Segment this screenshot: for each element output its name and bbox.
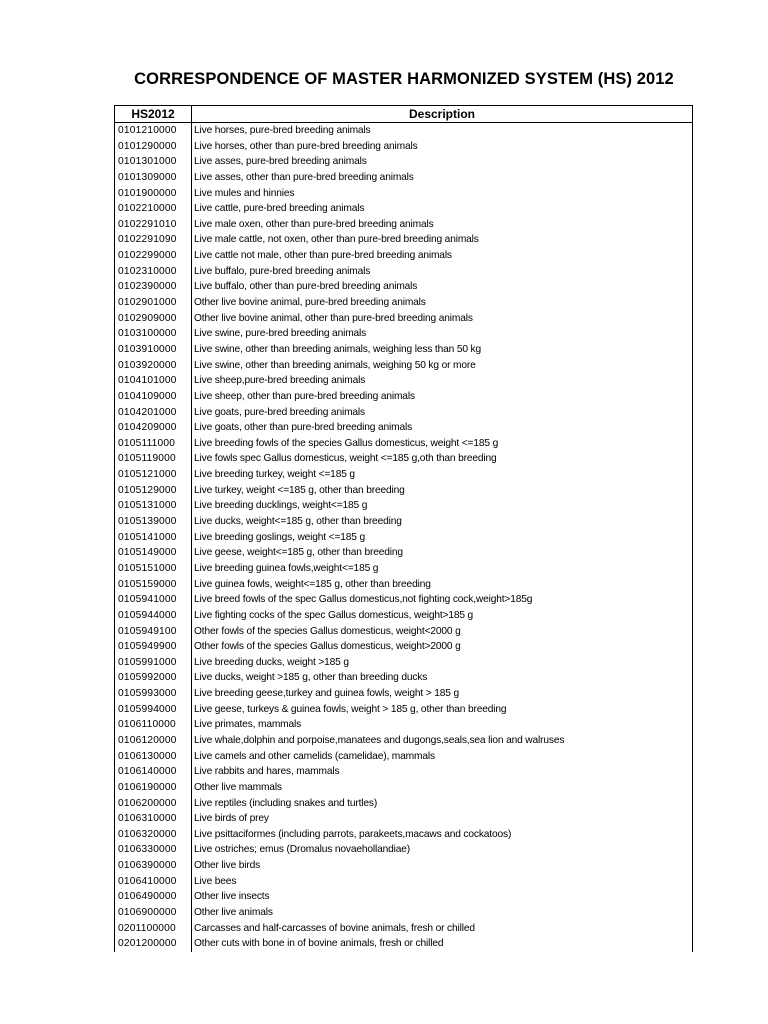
description-cell: Live buffalo, pure-bred breeding animals: [194, 265, 371, 277]
description-cell: Live bees: [194, 875, 237, 887]
hs-code-cell: 0106900000: [115, 905, 192, 921]
description-cell: Live ducks, weight<=185 g, other than breeding: [194, 516, 402, 528]
description-cell: Live whale,dolphin and porpoise,manatees and dugongs,seals,sea lion and walruses: [194, 734, 565, 746]
table-row: [115, 561, 692, 577]
table-row: [115, 702, 692, 718]
description-cell: Live asses, pure-bred breeding animals: [194, 156, 367, 168]
table-row: [115, 420, 692, 436]
table-row: [115, 342, 692, 358]
table-row: [115, 530, 692, 546]
document-title: CORRESPONDENCE OF MASTER HARMONIZED SYSTEM (HS) 2012: [134, 70, 674, 88]
description-cell: Live geese, weight<=185 g, other than breeding: [194, 547, 403, 559]
description-cell: Live geese, turkeys & guinea fowls, weight > 185 g, other than breeding: [194, 703, 507, 715]
description-cell: Live turkey, weight <=185 g, other than breeding: [194, 484, 405, 496]
description-cell: Live breeding turkey, weight <=185 g: [194, 469, 355, 481]
hs-code-cell: 0102390000: [115, 279, 192, 295]
description-cell: Live cattle, pure-bred breeding animals: [194, 203, 365, 215]
description-cell: Live breeding guinea fowls,weight<=185 g: [194, 562, 379, 574]
hs-code-cell: 0201200000: [115, 936, 192, 952]
description-cell: Live reptiles (including snakes and turtles): [194, 797, 378, 809]
description-cell: Live fowls spec Gallus domesticus, weight <=185 g,oth than breeding: [194, 453, 497, 465]
description-cell: Other live animals: [194, 907, 273, 919]
hs-code-cell: 0106130000: [115, 749, 192, 765]
table-row: [115, 498, 692, 514]
hs-code-cell: 0106330000: [115, 842, 192, 858]
table-row: [115, 889, 692, 905]
table-row: [115, 279, 692, 295]
table-row: [115, 139, 692, 155]
table-row: [115, 405, 692, 421]
hs-code-cell: 0105994000: [115, 702, 192, 718]
table-row: [115, 858, 692, 874]
description-cell: Live swine, pure-bred breeding animals: [194, 328, 367, 340]
table-row: [115, 655, 692, 671]
table-row: [115, 811, 692, 827]
table-row: [115, 483, 692, 499]
description-cell: Live asses, other than pure-bred breeding animals: [194, 171, 414, 183]
description-cell: Live breeding ducks, weight >185 g: [194, 656, 349, 668]
hs-code-cell: 0104109000: [115, 389, 192, 405]
table-row: [115, 545, 692, 561]
hs-code-cell: 0106320000: [115, 827, 192, 843]
description-cell: Live sheep,pure-bred breeding animals: [194, 375, 366, 387]
description-cell: Live camels and other camelids (camelidae), mammals: [194, 750, 435, 762]
description-cell: Live breeding geese,turkey and guinea fowls, weight > 185 g: [194, 688, 459, 700]
hs-code-cell: 0101290000: [115, 139, 192, 155]
table-row: [115, 733, 692, 749]
hs-code-cell: 0201100000: [115, 921, 192, 937]
hs-code-cell: 0101301000: [115, 154, 192, 170]
description-cell: Live primates, mammals: [194, 719, 302, 731]
table-row: [115, 827, 692, 843]
table-row: [115, 764, 692, 780]
hs-code-cell: 0105111000: [115, 436, 192, 452]
description-cell: Live cattle not male, other than pure-bred breeding animals: [194, 250, 452, 262]
hs-code-cell: 0102210000: [115, 201, 192, 217]
hs-code-cell: 0105121000: [115, 467, 192, 483]
table-row: [115, 608, 692, 624]
description-cell: Live psittaciformes (including parrots, parakeets,macaws and cockatoos): [194, 828, 512, 840]
table-row: [115, 451, 692, 467]
description-cell: Other cuts with bone in of bovine animals, fresh or chilled: [194, 938, 444, 950]
description-cell: Live sheep, other than pure-bred breeding animals: [194, 390, 415, 402]
description-cell: Live buffalo, other than pure-bred breeding animals: [194, 281, 418, 293]
hs-code-cell: 0106140000: [115, 764, 192, 780]
hs-code-cell: 0105151000: [115, 561, 192, 577]
hs-code-cell: 0105949900: [115, 639, 192, 655]
hs-code-cell: 0102291010: [115, 217, 192, 233]
description-cell: Other fowls of the species Gallus domesticus, weight<2000 g: [194, 625, 461, 637]
hs-code-cell: 0103910000: [115, 342, 192, 358]
table-row: [115, 686, 692, 702]
table-row: [115, 624, 692, 640]
table-row: [115, 201, 692, 217]
hs-code-cell: 0102291090: [115, 232, 192, 248]
description-cell: Live breed fowls of the spec Gallus domesticus,not fighting cock,weight>185g: [194, 594, 533, 606]
table-row: [115, 749, 692, 765]
hs-code-cell: 0105139000: [115, 514, 192, 530]
table-row: [115, 921, 692, 937]
hs-code-cell: 0102299000: [115, 248, 192, 264]
table-row: [115, 358, 692, 374]
hs-code-cell: 0101210000: [115, 123, 192, 139]
table-row: [115, 670, 692, 686]
hs-code-cell: 0105993000: [115, 686, 192, 702]
table-row: [115, 217, 692, 233]
hs-code-cell: 0105991000: [115, 655, 192, 671]
hs-code-cell: 0102310000: [115, 264, 192, 280]
hs-code-cell: 0105941000: [115, 592, 192, 608]
hs-code-cell: 0105141000: [115, 530, 192, 546]
description-cell: Other live bovine animal, pure-bred breeding animals: [194, 297, 426, 309]
table-row: [115, 154, 692, 170]
hs-code-cell: 0106190000: [115, 780, 192, 796]
description-cell: Live swine, other than breeding animals, weighing less than 50 kg: [194, 343, 482, 355]
hs-code-cell: 0104201000: [115, 405, 192, 421]
table-row: [115, 373, 692, 389]
description-cell: Live breeding fowls of the species Gallus domesticus, weight <=185 g: [194, 437, 499, 449]
hs-code-cell: 0106120000: [115, 733, 192, 749]
hs-code-cell: 0106410000: [115, 874, 192, 890]
description-cell: Live guinea fowls, weight<=185 g, other than breeding: [194, 578, 431, 590]
hs-code-cell: 0102901000: [115, 295, 192, 311]
header-hs2012: HS2012: [115, 106, 192, 122]
hs-code-cell: 0103100000: [115, 326, 192, 342]
description-cell: Other live insects: [194, 891, 270, 903]
description-cell: Carcasses and half-carcasses of bovine animals, fresh or chilled: [194, 922, 475, 934]
hs-code-cell: 0105159000: [115, 577, 192, 593]
hs-code-cell: 0105992000: [115, 670, 192, 686]
description-cell: Live breeding goslings, weight <=185 g: [194, 531, 366, 543]
description-cell: Live rabbits and hares, mammals: [194, 766, 340, 778]
table-header-row: [115, 106, 692, 123]
description-cell: Other live birds: [194, 860, 261, 872]
table-row: [115, 264, 692, 280]
table-row: [115, 326, 692, 342]
table-row: [115, 248, 692, 264]
description-cell: Live swine, other than breeding animals, weighing 50 kg or more: [194, 359, 476, 371]
hs-code-cell: 0106310000: [115, 811, 192, 827]
table-row: [115, 796, 692, 812]
description-cell: Live horses, other than pure-bred breeding animals: [194, 140, 418, 152]
hs-code-cell: 0106110000: [115, 717, 192, 733]
table-row: [115, 514, 692, 530]
table-row: [115, 467, 692, 483]
description-cell: Other live mammals: [194, 781, 282, 793]
table-row: [115, 717, 692, 733]
hs-code-cell: 0105944000: [115, 608, 192, 624]
table-row: [115, 123, 692, 139]
table-row: [115, 592, 692, 608]
hs-code-cell: 0106390000: [115, 858, 192, 874]
table-row: [115, 186, 692, 202]
description-cell: Live male cattle, not oxen, other than pure-bred breeding animals: [194, 234, 479, 246]
table-row: [115, 232, 692, 248]
table-row: [115, 577, 692, 593]
hs-code-cell: 0105149000: [115, 545, 192, 561]
hs-code-cell: 0106200000: [115, 796, 192, 812]
description-cell: Live goats, pure-bred breeding animals: [194, 406, 365, 418]
hs-code-table: [114, 105, 693, 952]
description-cell: Live ducks, weight >185 g, other than breeding ducks: [194, 672, 428, 684]
table-row: [115, 311, 692, 327]
table-row: [115, 874, 692, 890]
hs-code-cell: 0101900000: [115, 186, 192, 202]
hs-code-cell: 0105131000: [115, 498, 192, 514]
hs-code-cell: 0104101000: [115, 373, 192, 389]
table-row: [115, 936, 692, 952]
hs-code-cell: 0106490000: [115, 889, 192, 905]
description-cell: Live goats, other than pure-bred breeding animals: [194, 422, 413, 434]
hs-code-cell: 0102909000: [115, 311, 192, 327]
hs-code-cell: 0105949100: [115, 624, 192, 640]
table-row: [115, 639, 692, 655]
table-row: [115, 905, 692, 921]
header-description: Description: [408, 107, 475, 121]
description-cell: Live ostriches; emus (Dromalus novaehollandiae): [194, 844, 411, 856]
table-row: [115, 389, 692, 405]
table-row: [115, 436, 692, 452]
description-cell: Other fowls of the species Gallus domesticus, weight>2000 g: [194, 641, 461, 653]
description-cell: Live mules and hinnies: [194, 187, 295, 199]
hs-code-cell: 0103920000: [115, 358, 192, 374]
hs-code-cell: 0105119000: [115, 451, 192, 467]
description-cell: Live breeding ducklings, weight<=185 g: [194, 500, 368, 512]
table-row: [115, 780, 692, 796]
description-cell: Live birds of prey: [194, 813, 269, 825]
table-body: [115, 123, 692, 952]
hs-code-cell: 0101309000: [115, 170, 192, 186]
table-row: [115, 295, 692, 311]
description-cell: Other live bovine animal, other than pure-bred breeding animals: [194, 312, 473, 324]
hs-code-cell: 0105129000: [115, 483, 192, 499]
description-cell: Live male oxen, other than pure-bred breeding animals: [194, 218, 434, 230]
description-cell: Live fighting cocks of the spec Gallus domesticus, weight>185 g: [194, 609, 474, 621]
table-row: [115, 842, 692, 858]
description-cell: Live horses, pure-bred breeding animals: [194, 125, 371, 136]
table-row: [115, 170, 692, 186]
hs-code-cell: 0104209000: [115, 420, 192, 436]
